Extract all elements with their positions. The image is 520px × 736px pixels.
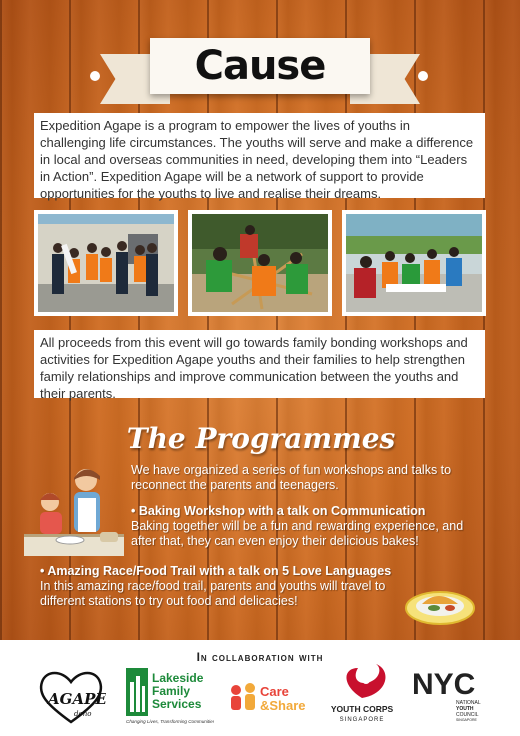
- agape-logo: [36, 666, 106, 726]
- banner-dot-right: [418, 71, 428, 81]
- youth-corps-logo: [322, 660, 402, 726]
- programme-title-race: • Amazing Race/Food Trail with a talk on 5 Love Languages: [40, 564, 392, 578]
- photo-youths-posing: [34, 210, 178, 316]
- programme-desc-baking: Baking together will be a fun and rewarding experience, and after that, they can even enjoy their delicious bakes!: [131, 519, 464, 548]
- care-share-logo: [226, 676, 314, 720]
- lakeside-tagline: Changing Lives, Transforming Communities: [126, 719, 214, 724]
- photo-building-activity: [188, 210, 332, 316]
- nyc-line-2: YOUTH: [456, 706, 474, 712]
- programme-desc-race: In this amazing race/food trail, parents and youths will travel to different stations to try out food and delicacies!: [40, 579, 386, 608]
- youth-corps-sub: SINGAPORE: [339, 717, 385, 723]
- nyc-line-3: COUNCIL: [456, 712, 479, 718]
- agape-sub-text: dono: [74, 710, 92, 718]
- banner-dot-left: [90, 71, 100, 81]
- programmes-heading: [126, 418, 396, 458]
- lakeside-line-3: Services: [152, 697, 202, 711]
- youth-corps-text: YOUTH CORPS: [330, 704, 394, 714]
- share-text: &Share: [260, 698, 306, 713]
- baking-illustration: [22, 462, 130, 558]
- lakeside-line-2: Family: [152, 684, 191, 698]
- lakeside-logo: [124, 664, 214, 726]
- food-plate-illustration: [404, 582, 476, 626]
- title-banner: [100, 36, 420, 112]
- nyc-line-4: SINGAPORE: [456, 718, 477, 722]
- collaboration-label: In collaboration with: [196, 650, 324, 664]
- photo-group-seated: [342, 210, 486, 316]
- nyc-line-1: NATIONAL: [456, 700, 481, 706]
- nyc-mark: NYC: [412, 668, 476, 701]
- proceeds-text: All proceeds from this event will go towards family bonding workshops and activities for Expedition Agape youths and their families to help strengthen family relationships and improve communication between the youths and their parents.: [34, 330, 485, 398]
- agape-text: AGAPE: [48, 690, 106, 708]
- ribbon: [150, 38, 370, 94]
- programmes-intro: We have organized a series of fun workshops and talks to reconnect the parents and teenagers.: [131, 463, 452, 492]
- page-title: Cause: [194, 43, 326, 89]
- care-text: Care: [260, 684, 289, 699]
- intro-text: Expedition Agape is a program to empower the lives of youths in challenging life circumstances. The youths will serve and make a difference in local and overseas communities in need, developing them into “Leaders in Action”. Expedition Agape will be a network of support to provide opportunities for the youths to live and realise their dreams.: [34, 113, 485, 198]
- nyc-logo: [410, 664, 490, 726]
- programmes-title: The Programmes: [126, 421, 396, 455]
- programme-title-baking: • Baking Workshop with a talk on Communication: [131, 504, 426, 518]
- lakeside-line-1: Lakeside: [152, 671, 204, 685]
